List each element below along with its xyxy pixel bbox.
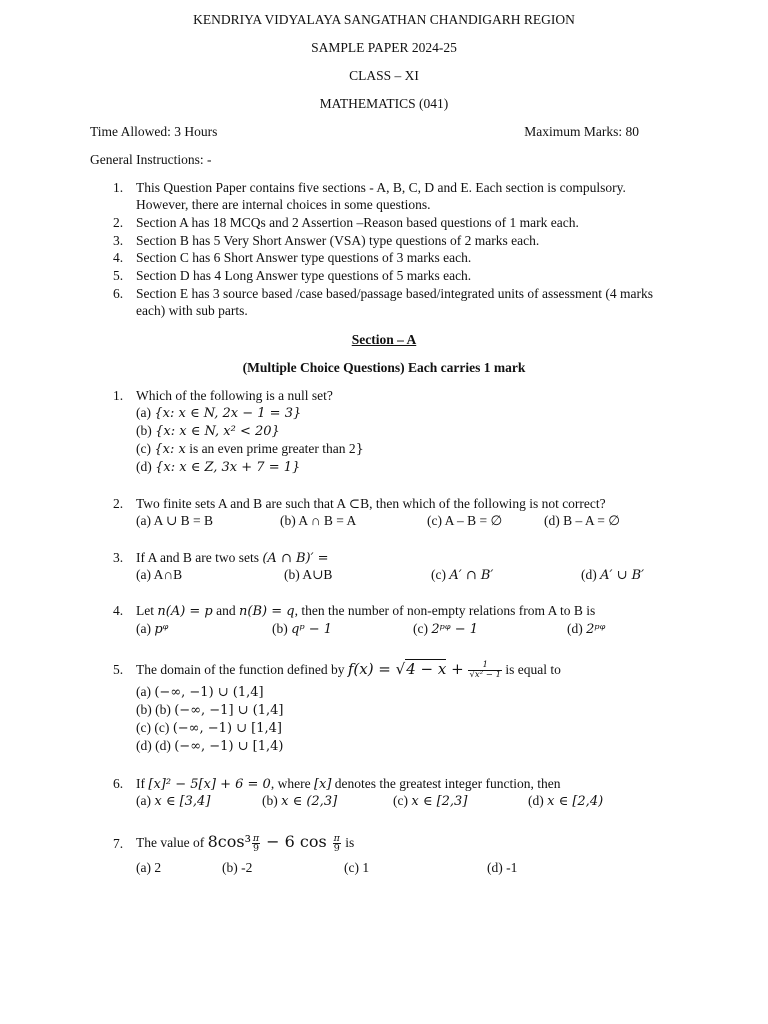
- fraction-numerator: π: [333, 833, 340, 845]
- fraction-denominator: 9: [253, 843, 260, 855]
- option-b: [136, 702, 284, 718]
- option-a: (a) A∩B: [136, 567, 183, 582]
- option-math: A′ ∩ B′: [449, 568, 494, 583]
- option-math: {x: x ∈ N, 2x − 1 = 3}: [154, 406, 302, 421]
- question-text-part: Let: [136, 603, 154, 618]
- option-d: [136, 738, 284, 754]
- instruction-text: Section D has 4 Long Answer type questions of 5 marks each.: [136, 268, 472, 283]
- option-b: (b) A∪B: [284, 567, 333, 582]
- question-text: [136, 825, 354, 860]
- option-a: [136, 405, 301, 421]
- function-expression: f(x) =: [347, 660, 396, 678]
- question-text-part: , where: [270, 776, 311, 791]
- option-label: (c): [136, 441, 151, 456]
- option-c: (c) A – B = ∅: [427, 513, 503, 528]
- option-c: [136, 441, 364, 457]
- question-text-part: The value of: [136, 835, 205, 850]
- option-label: (a): [136, 793, 151, 808]
- question-text-part: denotes the greatest integer function, then: [331, 776, 561, 791]
- option-math: {x: x: [154, 442, 186, 457]
- question-text-part: is: [341, 835, 355, 850]
- option-label: (c) (c): [136, 720, 170, 735]
- instruction-text: Section B has 5 Very Short Answer (VSA) type questions of 2 marks each.: [136, 233, 540, 248]
- option-d: [136, 459, 300, 475]
- instruction-number: 5.: [113, 268, 124, 283]
- option-label: (c): [431, 567, 446, 582]
- question-text-part: is equal to: [502, 662, 561, 677]
- organization-title: KENDRIYA VIDYALAYA SANGATHAN CHANDIGARH REGION: [193, 12, 575, 27]
- question-math: 8cos³: [207, 832, 251, 851]
- fraction: [252, 834, 260, 853]
- option-label: (d): [528, 793, 544, 808]
- question-math: (A ∩ B)′ =: [262, 551, 329, 566]
- option-math: x ∈ [2,3]: [411, 794, 468, 809]
- option-d: [581, 567, 644, 583]
- option-b: [272, 621, 332, 637]
- option-text: is an even prime greater than 2: [185, 441, 356, 456]
- question-text-part: The domain of the function defined by: [136, 662, 345, 677]
- option-b: (b) A ∩ B = A: [280, 513, 357, 528]
- option-label: (a): [136, 405, 151, 420]
- paper-title: SAMPLE PAPER 2024-25: [311, 40, 457, 55]
- instruction-number: 3.: [113, 233, 124, 248]
- sqrt-argument: 4 − x: [406, 660, 447, 678]
- option-label: (b) (b): [136, 702, 171, 717]
- option-a: [136, 684, 264, 700]
- option-label: (b): [136, 423, 152, 438]
- question-text-part: , then the number of non-empty relations from A to B is: [294, 603, 596, 618]
- question-math: n(B) = q: [239, 604, 295, 619]
- question-text: Two finite sets A and B are such that A ⊂B, then which of the following is not correct?: [136, 496, 606, 511]
- option-a: (a) 2: [136, 860, 162, 875]
- question-number: 2.: [113, 496, 124, 511]
- option-c: [413, 621, 478, 637]
- fraction-denominator: √x² − 1: [469, 670, 501, 681]
- instruction-number: 2.: [113, 215, 124, 230]
- instruction-text: Section C has 6 Short Answer type questions of 3 marks each.: [136, 250, 472, 265]
- option-label: (b): [272, 621, 288, 636]
- option-label: (c): [413, 621, 428, 636]
- question-text: [136, 776, 560, 792]
- option-a: [136, 621, 168, 637]
- instruction-text: This Question Paper contains five sections - A, B, C, D and E. Each section is compulsory.: [136, 180, 626, 195]
- option-label: (a): [136, 684, 151, 699]
- option-math: pᵠ: [154, 622, 169, 637]
- option-math: (−∞, −1) ∪ [1,4]: [172, 721, 282, 736]
- option-math: {x: x ∈ N, x² < 20}: [155, 424, 280, 439]
- question-text-part: If A and B are two sets: [136, 550, 259, 565]
- option-label: (d): [567, 621, 583, 636]
- section-subtitle: (Multiple Choice Questions) Each carries 1 mark: [242, 360, 526, 375]
- question-number: 6.: [113, 776, 124, 791]
- option-math: x ∈ [3,4]: [154, 794, 211, 809]
- instruction-text-cont: each) with sub parts.: [136, 303, 248, 318]
- instruction-text: Section E has 3 source based /case based/passage based/integrated units of assessment (4 marks: [136, 286, 653, 301]
- option-c: (c) 1: [344, 860, 370, 875]
- fraction-numerator: 1: [482, 660, 488, 671]
- option-d: (d) -1: [487, 860, 518, 875]
- option-b: (b) -2: [222, 860, 253, 875]
- option-math-close: }: [355, 442, 364, 457]
- option-c: [393, 793, 467, 809]
- question-text: [136, 550, 329, 566]
- fraction-denominator: 9: [333, 843, 340, 855]
- option-label: (d): [136, 459, 152, 474]
- option-label: (d): [581, 567, 597, 582]
- instructions-title: General Instructions: -: [90, 152, 212, 167]
- instruction-number: 4.: [113, 250, 124, 265]
- section-title: Section – A: [351, 332, 417, 347]
- question-number: 4.: [113, 603, 124, 618]
- option-a: (a) A ∪ B = B: [136, 513, 214, 528]
- option-b: [136, 423, 280, 439]
- option-math: {x: x ∈ Z, 3x + 7 = 1}: [155, 460, 301, 475]
- option-label: (b): [262, 793, 278, 808]
- question-math: [x]² − 5[x] + 6 = 0: [148, 777, 271, 792]
- option-label: (d) (d): [136, 738, 171, 753]
- option-d: [528, 793, 603, 809]
- option-d: [567, 621, 605, 637]
- question-math: [x]: [313, 777, 332, 792]
- option-d: (d) B – A = ∅: [544, 513, 621, 528]
- sqrt-symbol: √: [395, 660, 406, 678]
- class-title: CLASS – XI: [349, 68, 419, 83]
- time-allowed: Time Allowed: 3 Hours: [90, 124, 218, 139]
- maximum-marks: Maximum Marks: 80: [524, 124, 639, 139]
- option-c: [136, 720, 282, 736]
- question-text-part: and: [212, 603, 240, 618]
- option-math: x ∈ [2,4): [547, 794, 604, 809]
- option-math: 2ᵖᵠ − 1: [431, 622, 478, 637]
- fraction: [468, 661, 502, 680]
- option-math: (−∞, −1] ∪ (1,4]: [174, 703, 284, 718]
- option-math: 2ᵖᵠ: [586, 622, 606, 637]
- option-math: A′ ∪ B′: [600, 568, 645, 583]
- question-text: [136, 603, 595, 619]
- question-math: n(A) = p: [157, 604, 213, 619]
- question-number: 7.: [113, 836, 124, 851]
- option-math: qᵖ − 1: [291, 622, 333, 637]
- question-number: 1.: [113, 388, 124, 403]
- option-b: [262, 793, 337, 809]
- question-text: [136, 654, 561, 685]
- option-math: x ∈ (2,3]: [281, 794, 338, 809]
- question-math: − 6 cos: [261, 832, 332, 851]
- question-text-part: If: [136, 776, 145, 791]
- question-text: Which of the following is a null set?: [136, 388, 333, 403]
- option-c: [431, 567, 493, 583]
- question-number: 5.: [113, 662, 124, 677]
- option-label: (a): [136, 621, 151, 636]
- instruction-number: 1.: [113, 180, 124, 195]
- option-math: (−∞, −1) ∪ [1,4): [174, 739, 284, 754]
- fraction: [333, 834, 341, 853]
- question-number: 3.: [113, 550, 124, 565]
- fraction-numerator: π: [252, 833, 260, 845]
- plus-sign: +: [446, 660, 469, 678]
- subject-title: MATHEMATICS (041): [319, 96, 449, 111]
- instruction-text-cont: However, there are internal choices in some questions.: [136, 197, 431, 212]
- instruction-text: Section A has 18 MCQs and 2 Assertion –Reason based questions of 1 mark each.: [136, 215, 579, 230]
- instruction-number: 6.: [113, 286, 124, 301]
- option-label: (c): [393, 793, 408, 808]
- option-math: (−∞, −1) ∪ (1,4]: [154, 685, 264, 700]
- option-a: [136, 793, 210, 809]
